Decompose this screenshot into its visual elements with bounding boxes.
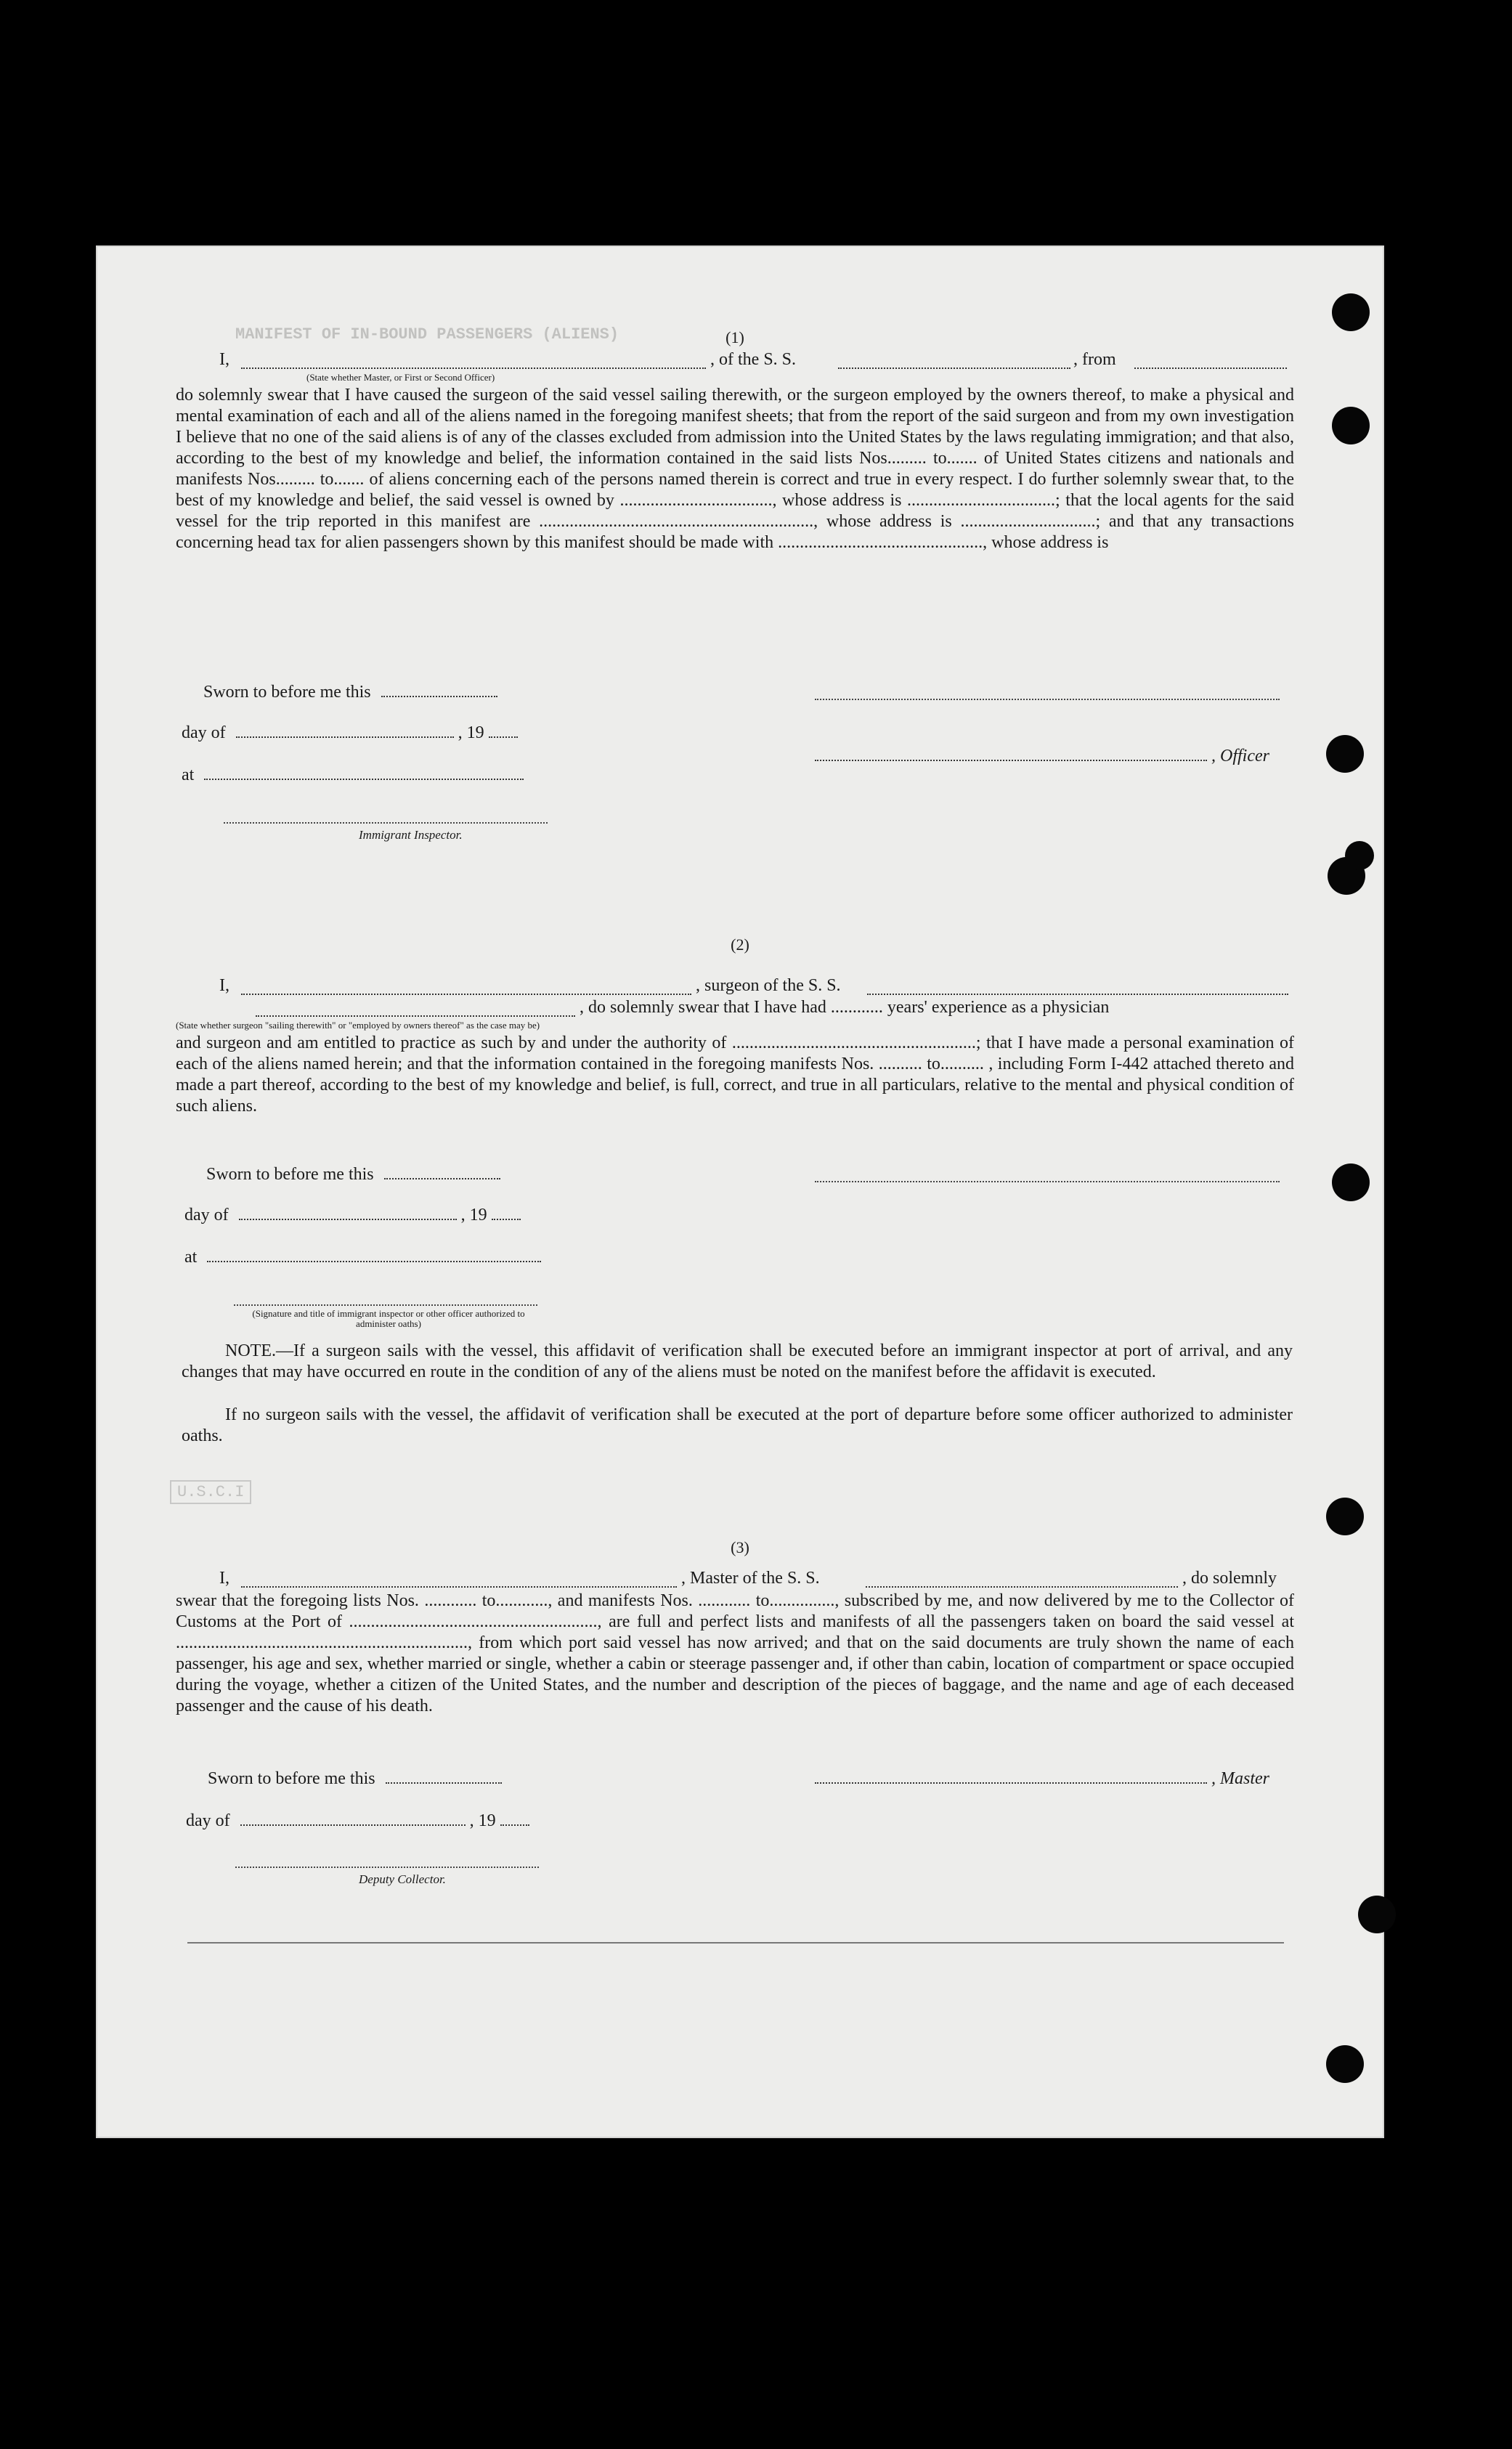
officer-signature: [815, 747, 1269, 766]
binder-hole: [1326, 2045, 1364, 2083]
day-blank[interactable]: [239, 1206, 457, 1220]
sworn-blank[interactable]: [381, 683, 497, 697]
vessel-blank[interactable]: [838, 354, 1070, 369]
officer-instruction: (State whether Master, or First or Second Officer): [306, 372, 495, 383]
day-label: day of: [184, 1206, 229, 1224]
bleed-through-stamp: U.S.C.I: [170, 1480, 251, 1504]
from-blank[interactable]: [1134, 354, 1287, 369]
sworn-line: [206, 1165, 500, 1185]
affidavit-1: [176, 328, 1294, 553]
sworn-blank[interactable]: [386, 1769, 502, 1784]
master-line: [176, 1569, 1294, 1591]
note-2: If no surgeon sails with the vessel, the affidavit of verification shall be executed at the port of departure before some officer authorized to administer oaths.: [182, 1405, 1293, 1445]
label-master-of: , Master of the S. S.: [681, 1569, 820, 1588]
signature-line: [234, 1303, 537, 1306]
divider: [815, 697, 1280, 700]
binder-hole: [1332, 293, 1370, 331]
master-signature: [815, 1769, 1269, 1789]
collector-caption: Deputy Collector.: [359, 1872, 446, 1886]
affidavit-1-body: do solemnly swear that I have caused the surgeon of the said vessel sailing therewith, or the surgeon employed by the owners thereof, to make a physical and mental examination of each and all of the aliens named in the foregoing manifest sheets; that from the report of the said surgeon and from my own investigation I believe that no one of the said aliens is of any of the classes excluded from admission into the United States by the laws regulating immigration; and that also, according to the best of my knowledge and belief, the information contained in the said lists Nos......... to....... of United States citizens and nationals and manifests Nos......... to....... of aliens concerning each of the persons named therein is correct and true in every respect. I do further solemnly swear that, to the best of my knowledge and belief, the said vessel is owned by ..................................., whose address is ..................................; that the local agents for the said vessel for the trip reported in this manifest are ..............................................................., whose address is ...............................; and that any transactions concerning head tax for alien passengers shown by this manifest should be made with ..............................................., whose address is: [176, 386, 1294, 552]
sworn-blank[interactable]: [384, 1165, 500, 1179]
signature-caption: (Signature and title of immigrant inspector or other officer authorized to administer oaths): [252, 1308, 525, 1329]
note: NOTE.—If a surgeon sails with the vessel, this affidavit of verification shall be executed before an immigrant inspector at port of arrival, and any changes that may have occurred en route in the condition of any of the aliens must be noted on the manifest before the affidavit is executed.: [182, 1341, 1293, 1381]
binder-hole: [1358, 1896, 1396, 1933]
sworn-line: [203, 683, 497, 702]
at-line: [184, 1248, 541, 1267]
bleed-through-header: MANIFEST OF IN-BOUND PASSENGERS (ALIENS): [235, 325, 619, 344]
sworn-label: Sworn to before me this: [206, 1165, 374, 1184]
label-of-ss: , of the S. S.: [710, 350, 797, 369]
year-label: , 19: [458, 723, 484, 742]
year-blank[interactable]: [500, 1811, 529, 1826]
day-label: day of: [186, 1811, 230, 1830]
year-blank[interactable]: [489, 723, 518, 738]
year-label: , 19: [460, 1206, 487, 1224]
bottom-rule: [187, 1942, 1284, 1944]
blank[interactable]: [256, 1002, 575, 1017]
affidavit-2: [176, 976, 1294, 1117]
divider: [815, 1179, 1280, 1182]
affidavit-3-body: swear that the foregoing lists Nos. ............ to............, and manifests Nos. ............ to..............., subscribed by me, and now delivered by me to the Collector of Customs at the Port of ........................................................., are full and perfect lists and manifests of all the passengers taken on board the said vessel at ..................................................................., from which port said vessel has now arrived; and that on the said documents are truly shown the name of each passenger, his age and sex, whether married or single, whether a cabin or steerage passenger and, if other than cabin, location of compartment or space occupied during the voyage, whether a citizen of the United States, and the number and description of the pieces of baggage, and the name and age of each deceased passenger and the cause of his death.: [176, 1591, 1294, 1715]
label-i: I,: [219, 976, 229, 995]
at-line: [182, 765, 524, 785]
section-number: (1): [725, 328, 744, 346]
inspector-caption: Immigrant Inspector.: [359, 828, 463, 842]
day-blank[interactable]: [240, 1811, 466, 1826]
collector-line: [235, 1865, 539, 1868]
affidavit-3: [176, 1569, 1294, 1717]
sworn-label: Sworn to before me this: [208, 1769, 375, 1788]
officer-line: [176, 350, 1294, 372]
experience-text: , do solemnly swear that I have had ............ years' experience as a physician: [580, 998, 1110, 1017]
day-line: [186, 1811, 529, 1831]
label-surgeon-of: , surgeon of the S. S.: [696, 976, 841, 995]
section-number: (3): [731, 1538, 749, 1556]
surgeon-line: [176, 976, 1294, 998]
name-blank[interactable]: [241, 354, 706, 369]
experience-line: [176, 998, 1294, 1020]
binder-hole: [1326, 735, 1364, 773]
binder-hole: [1326, 1498, 1364, 1535]
inspector-line: [224, 821, 548, 824]
at-label: at: [184, 1248, 198, 1267]
section-number: (2): [731, 935, 749, 954]
officer-blank[interactable]: [815, 747, 1207, 761]
vessel-blank[interactable]: [866, 1573, 1178, 1588]
day-blank[interactable]: [236, 723, 454, 738]
surgeon-instruction: (State whether surgeon "sailing therewith" or "employed by owners thereof" as the case may be): [176, 1020, 540, 1031]
day-label: day of: [182, 723, 226, 742]
binder-hole: [1332, 407, 1370, 444]
vessel-blank[interactable]: [867, 980, 1288, 995]
label-i: I,: [219, 350, 229, 369]
binder-hole: [1345, 841, 1374, 870]
affidavit-2-body: and surgeon and am entitled to practice as such by and under the authority of ........................................................; that I have made a personal examination of each of the aliens named herein; and that the information contained in the foregoing manifests Nos. .......... to.......... , including Form I-442 attached thereto and made a part thereof, according to the best of my knowledge and belief, is full, correct, and true in all particulars, relative to the mental and physical condition of such aliens.: [176, 1033, 1294, 1116]
at-blank[interactable]: [207, 1248, 541, 1262]
day-line: [184, 1206, 521, 1225]
sworn-label: Sworn to before me this: [203, 683, 371, 702]
label-do-solemnly: , do solemnly: [1182, 1569, 1277, 1588]
master-blank[interactable]: [815, 1769, 1207, 1784]
year-blank[interactable]: [492, 1206, 521, 1220]
year-label: , 19: [469, 1811, 496, 1830]
manifest-page: [96, 245, 1384, 2138]
sworn-line: [208, 1769, 502, 1789]
at-blank[interactable]: [204, 765, 524, 780]
officer-label: , Officer: [1211, 747, 1269, 765]
master-name-blank[interactable]: [241, 1573, 677, 1588]
day-line: [182, 723, 518, 743]
master-label: , Master: [1211, 1769, 1269, 1788]
binder-hole: [1332, 1163, 1370, 1201]
surgeon-name-blank[interactable]: [241, 980, 691, 995]
label-i: I,: [219, 1569, 229, 1588]
label-from: , from: [1073, 350, 1116, 369]
at-label: at: [182, 765, 195, 784]
